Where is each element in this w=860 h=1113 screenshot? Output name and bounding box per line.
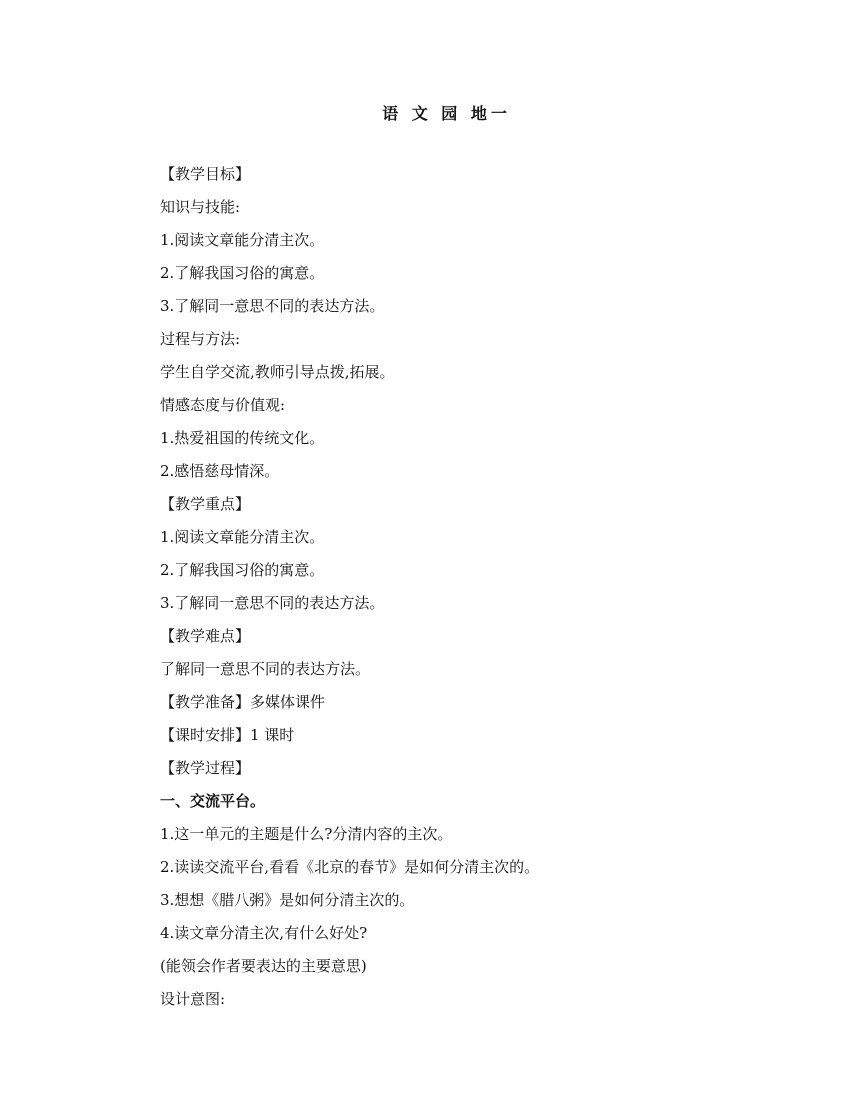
- text-line: 【教学过程】: [160, 759, 251, 777]
- text-line: 2.感悟慈母情深。: [160, 462, 280, 480]
- text-line: 情感态度与价值观:: [160, 396, 286, 414]
- text-line: 4.读文章分清主次,有什么好处?: [160, 924, 368, 942]
- text-line: 2.读读交流平台,看看《北京的春节》是如何分清主次的。: [160, 858, 540, 876]
- document-title: 语 文 园 地一: [382, 104, 511, 123]
- text-line: 3.想想《腊八粥》是如何分清主次的。: [160, 891, 415, 909]
- text-line: 3.了解同一意思不同的表达方法。: [160, 594, 385, 612]
- text-line: 2.了解我国习俗的寓意。: [160, 264, 325, 282]
- text-line: 【课时安排】1 课时: [160, 726, 295, 744]
- text-line: 1.阅读文章能分清主次。: [160, 528, 325, 546]
- text-line: 知识与技能:: [160, 198, 241, 216]
- text-line: 1.热爱祖国的传统文化。: [160, 429, 325, 447]
- text-line: 2.了解我国习俗的寓意。: [160, 561, 325, 579]
- text-line: 学生自学交流,教师引导点拨,拓展。: [160, 363, 395, 381]
- text-line: 3.了解同一意思不同的表达方法。: [160, 297, 385, 315]
- text-line: 【教学难点】: [160, 627, 251, 645]
- text-line: 过程与方法:: [160, 330, 241, 348]
- text-line: 【教学准备】多媒体课件: [160, 693, 326, 711]
- text-line: 一、交流平台。: [160, 792, 266, 810]
- document-body: [160, 163, 800, 1021]
- text-line: 了解同一意思不同的表达方法。: [160, 660, 371, 678]
- text-line: 【教学重点】: [160, 495, 251, 513]
- text-line: 1.这一单元的主题是什么?分清内容的主次。: [160, 825, 453, 843]
- text-line: 1.阅读文章能分清主次。: [160, 231, 325, 249]
- text-line: (能领会作者要表达的主要意思): [160, 957, 367, 975]
- text-line: 设计意图:: [160, 990, 226, 1008]
- text-line: 【教学目标】: [160, 165, 251, 183]
